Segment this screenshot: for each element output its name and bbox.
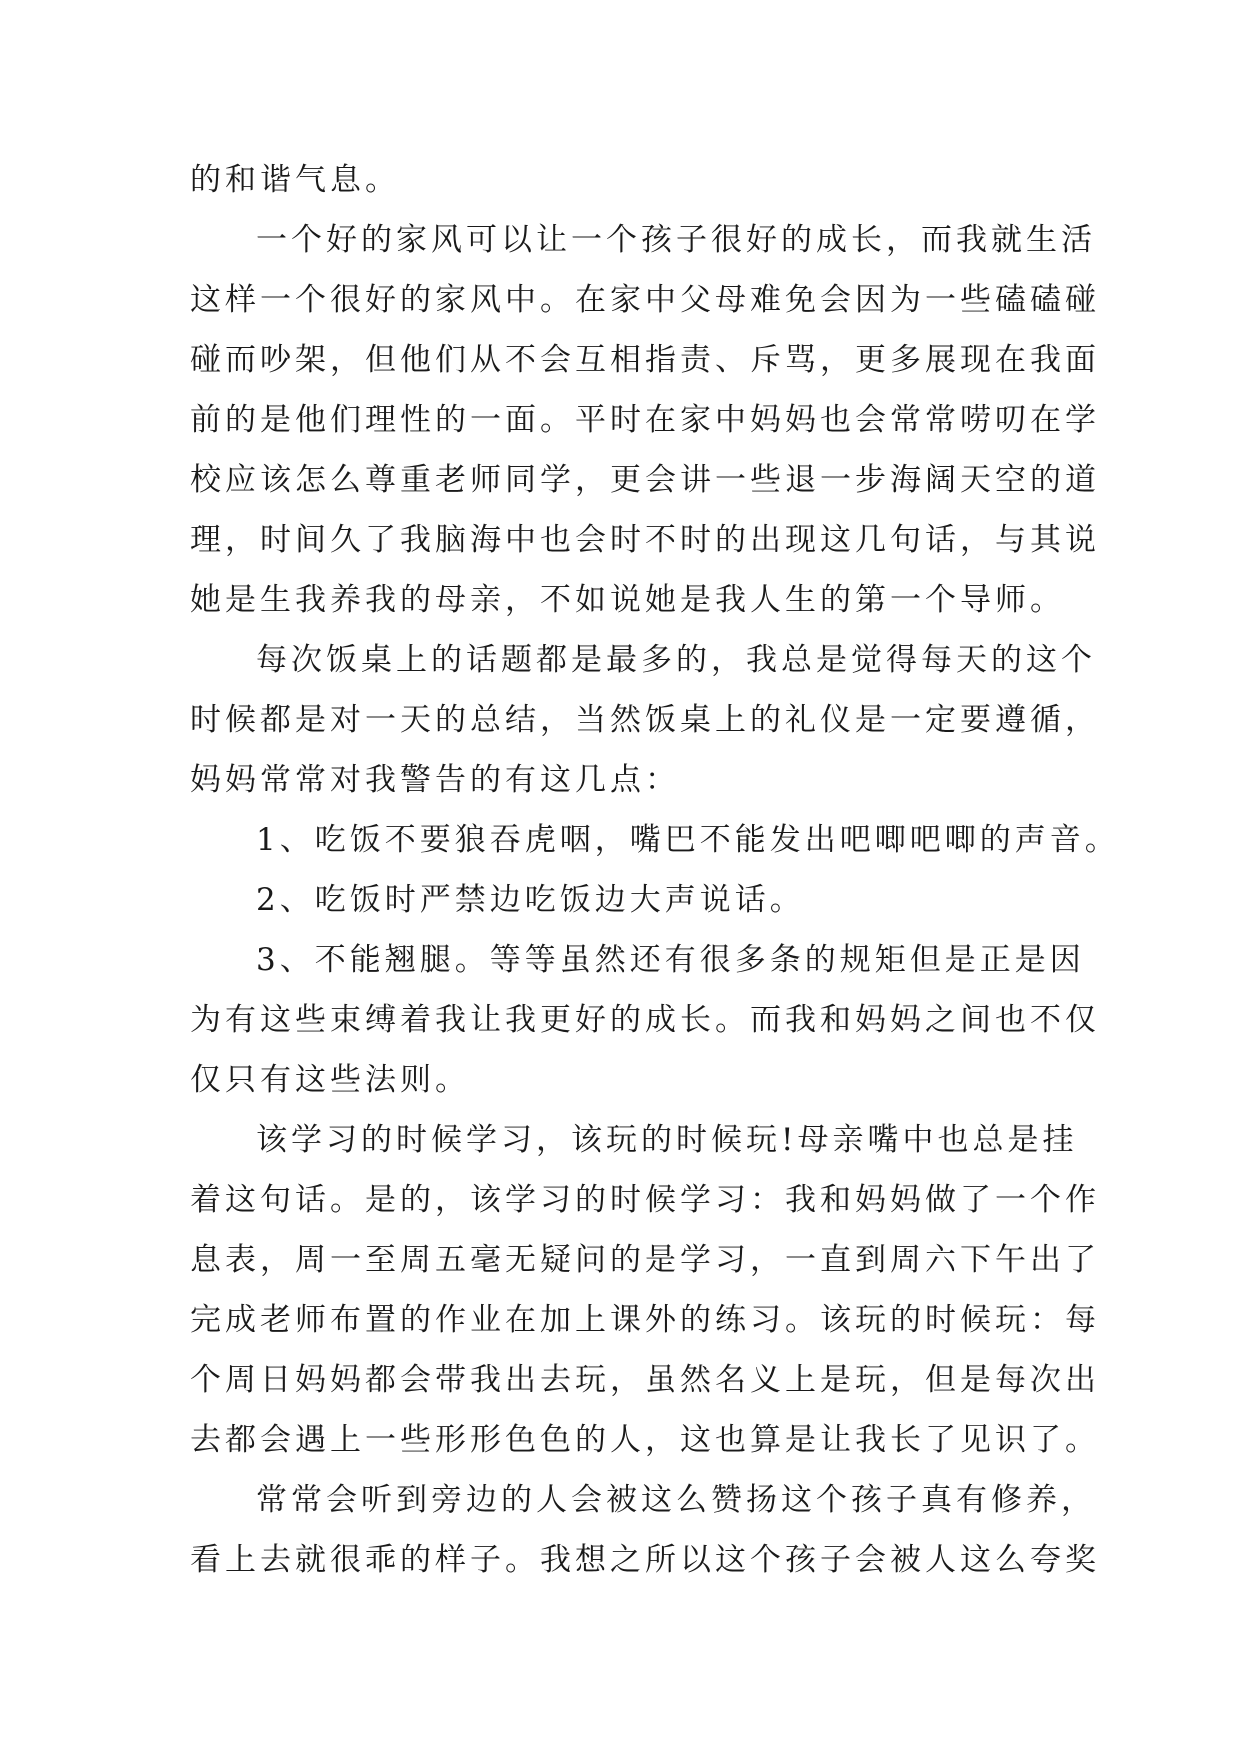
text-line: 妈妈常常对我警告的有这几点：: [190, 762, 680, 798]
text-line: 该学习的时候学习，该玩的时候玩!母亲嘴中也总是挂: [256, 1122, 1078, 1158]
text-line: 前的是他们理性的一面。平时在家中妈妈也会常常唠叨在学: [190, 402, 1100, 438]
text-line: 的和谐气息。: [190, 162, 400, 198]
text-line: 着这句话。是的，该学习的时候学习：我和妈妈做了一个作: [190, 1182, 1100, 1218]
text-line: 一个好的家风可以让一个孩子很好的成长，而我就生活: [256, 222, 1096, 258]
text-line: 理，时间久了我脑海中也会时不时的出现这几句话，与其说: [190, 522, 1100, 558]
text-line: 仅只有这些法则。: [190, 1062, 470, 1098]
text-line: 完成老师布置的作业在加上课外的练习。该玩的时候玩：每: [190, 1302, 1100, 1338]
text-line: 这样一个很好的家风中。在家中父母难免会因为一些磕磕碰: [190, 282, 1100, 318]
text-line: 2、吃饭时严禁边吃饭边大声说话。: [256, 882, 805, 918]
text-line: 碰而吵架，但他们从不会互相指责、斥骂，更多展现在我面: [190, 342, 1100, 378]
text-line: 为有这些束缚着我让我更好的成长。而我和妈妈之间也不仅: [190, 1002, 1100, 1038]
text-line: 她是生我养我的母亲，不如说她是我人生的第一个导师。: [190, 582, 1065, 618]
text-line: 看上去就很乖的样子。我想之所以这个孩子会被人这么夸奖: [190, 1542, 1100, 1578]
body-text: [190, 150, 1120, 1590]
text-line: 1、吃饭不要狼吞虎咽，嘴巴不能发出吧唧吧唧的声音。: [256, 822, 1120, 858]
text-line: 时候都是对一天的总结，当然饭桌上的礼仪是一定要遵循，: [190, 702, 1100, 738]
text-line: 校应该怎么尊重老师同学，更会讲一些退一步海阔天空的道: [190, 462, 1100, 498]
text-line: 息表，周一至周五毫无疑问的是学习，一直到周六下午出了: [190, 1242, 1100, 1278]
text-line: 去都会遇上一些形形色色的人，这也算是让我长了见识了。: [190, 1422, 1100, 1458]
text-line: 常常会听到旁边的人会被这么赞扬这个孩子真有修养，: [256, 1482, 1096, 1518]
text-line: 3、不能翘腿。等等虽然还有很多条的规矩但是正是因: [256, 942, 1085, 978]
text-line: 每次饭桌上的话题都是最多的，我总是觉得每天的这个: [256, 642, 1096, 678]
text-line: 个周日妈妈都会带我出去玩，虽然名义上是玩，但是每次出: [190, 1362, 1100, 1398]
